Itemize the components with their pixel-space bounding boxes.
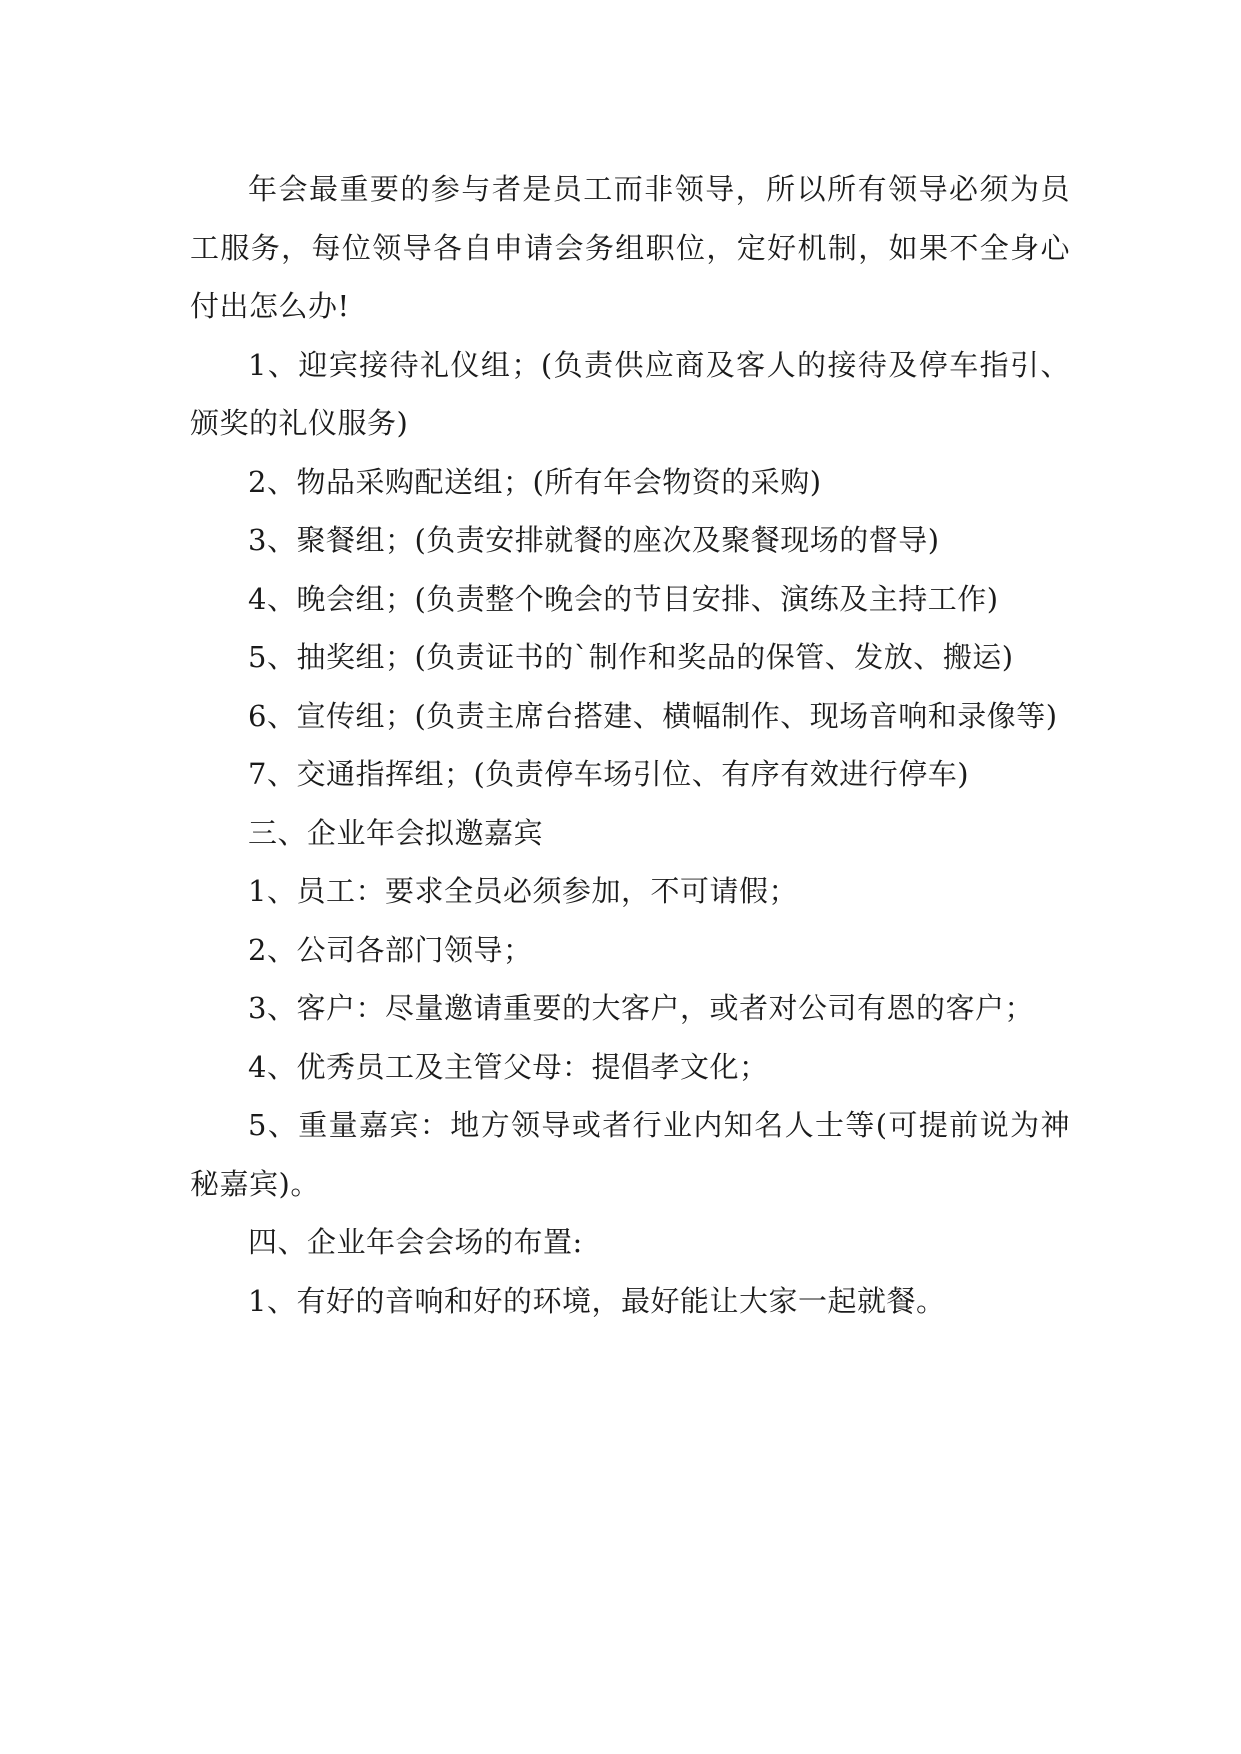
section-heading-guests: 三、企业年会拟邀嘉宾 — [248, 815, 544, 850]
paragraph-item-traffic: 7、交通指挥组；(负责停车场引位、有序有效进行停车) — [248, 757, 970, 791]
section-heading-venue: 四、企业年会会场的布置: — [248, 1225, 583, 1259]
paragraph-guest-employees: 1、员工：要求全员必须参加，不可请假； — [248, 874, 798, 908]
paragraph-item-lottery: 5、抽奖组；(负责证书的`制作和奖品的保管、发放、搬运) — [248, 640, 1014, 674]
paragraph-item-evening-show: 4、晚会组；(负责整个晚会的节目安排、演练及主持工作) — [248, 581, 999, 616]
paragraph-item-publicity: 6、宣传组；(负责主席台搭建、横幅制作、现场音响和录像等) — [248, 698, 1058, 733]
paragraph-item-purchasing: 2、物品采购配送组；(所有年会物资的采购) — [248, 464, 822, 499]
paragraph-item-dinner: 3、聚餐组；(负责安排就餐的座次及聚餐现场的督导) — [248, 523, 940, 557]
paragraph-intro: 年会最重要的参与者是员工而非领导，所以所有领导必须为员工服务，每位领导各自申请会务组职位，定好机制，如果不全身心付出怎么办! — [190, 172, 1070, 323]
paragraph-guest-clients: 3、客户：尽量邀请重要的大客户，或者对公司有恩的客户； — [248, 991, 1034, 1025]
paragraph-venue-sound: 1、有好的音响和好的环境，最好能让大家一起就餐。 — [248, 1283, 946, 1318]
document-body — [190, 160, 1070, 1330]
paragraph-guest-vip: 5、重量嘉宾：地方领导或者行业内知名人士等(可提前说为神秘嘉宾)。 — [190, 1108, 1070, 1201]
paragraph-guest-parents: 4、优秀员工及主管父母：提倡孝文化； — [248, 1049, 769, 1084]
paragraph-item-reception: 1、迎宾接待礼仪组；(负责供应商及客人的接待及停车指引、颁奖的礼仪服务) — [190, 347, 1070, 440]
paragraph-guest-leaders: 2、公司各部门领导； — [248, 932, 533, 967]
